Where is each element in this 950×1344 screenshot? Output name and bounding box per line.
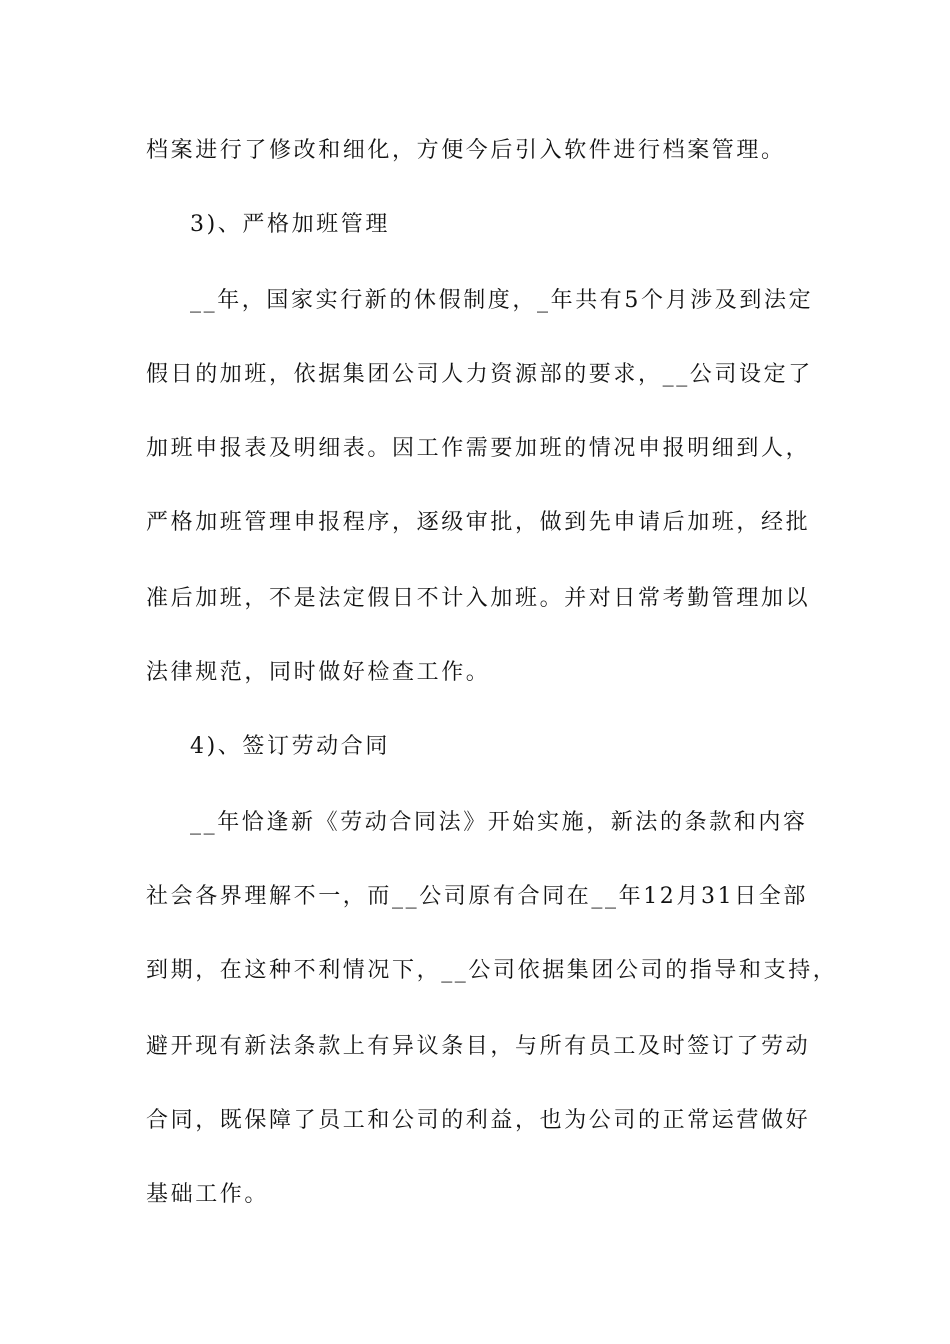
paragraph-line: __年，国家实行新的休假制度，_年共有5个月涉及到法定	[190, 288, 814, 313]
paragraph-line: 基础工作。	[146, 1182, 270, 1207]
section-heading-overtime: 3)、严格加班管理	[190, 212, 390, 237]
paragraph-line: 假日的加班，依据集团公司人力资源部的要求，__公司设定了	[146, 362, 813, 387]
paragraph-line: 避开现有新法条款上有异议条目，与所有员工及时签订了劳动	[146, 1034, 811, 1059]
paragraph-line: 法律规范，同时做好检查工作。	[146, 660, 491, 685]
paragraph-line: 档案进行了修改和细化，方便今后引入软件进行档案管理。	[146, 138, 786, 163]
paragraph-line: __年恰逢新《劳动合同法》开始实施，新法的条款和内容	[190, 810, 808, 835]
paragraph-line: 加班申报表及明细表。因工作需要加班的情况申报明细到人，	[146, 436, 811, 461]
paragraph-line: 社会各界理解不一，而__公司原有合同在__年12月31日全部	[146, 884, 808, 909]
paragraph-line: 严格加班管理申报程序，逐级审批，做到先申请后加班，经批	[146, 510, 811, 535]
paragraph-line: 准后加班，不是法定假日不计入加班。并对日常考勤管理加以	[146, 586, 811, 611]
paragraph-line: 合同，既保障了员工和公司的利益，也为公司的正常运营做好	[146, 1108, 811, 1133]
paragraph-line: 到期，在这种不利情况下，__公司依据集团公司的指导和支持，	[146, 958, 838, 983]
section-heading-labor-contract: 4)、签订劳动合同	[190, 734, 390, 759]
